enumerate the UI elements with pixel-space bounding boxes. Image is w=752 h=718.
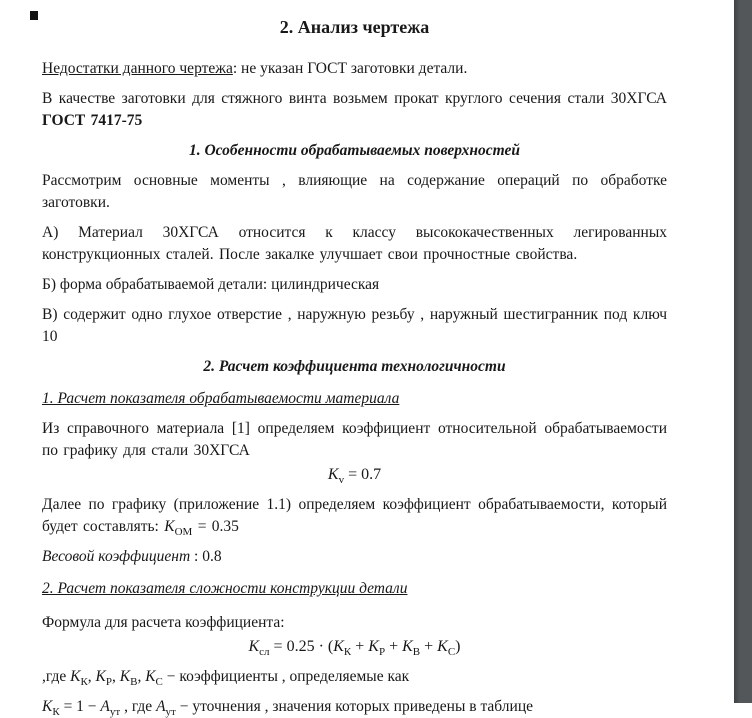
- formula-kom-inline: $K_{ОМ} = 0.35$: [164, 518, 239, 539]
- weight-coefficient-label: Весовой коэффициент: [42, 548, 191, 565]
- formula-kv: $K_v = 0.7$: [327, 466, 382, 487]
- further-text: Далее по графику (приложение 1.1) определяем коэффициент обрабатываемости, который будет составлять:: [42, 496, 667, 535]
- page-title: 2. Анализ чертежа: [279, 17, 430, 37]
- heading-tech-coefficient: 2. Расчет коэффициента технологичности: [203, 358, 506, 375]
- paragraph-where: [42, 666, 667, 688]
- paragraph-formula-intro: Формула для расчета коэффициента:: [42, 614, 285, 631]
- heading-surface-features: 1. Особенности обрабатываемых поверхностей: [188, 142, 521, 159]
- paragraph-further: [42, 494, 667, 538]
- scrollbar-track[interactable]: [734, 0, 752, 703]
- defects-underlined-lead: Недостатки данного чертежа: [42, 60, 233, 77]
- paragraph-item-b: Б) форма обрабатываемой детали: цилиндрическая: [42, 276, 380, 293]
- paragraph-item-v: В) содержит одно глухое отверстие , наружную резьбу , наружный шестигранник под ключ 10: [42, 306, 667, 345]
- where-rest: − коэффициенты , определяемые как: [162, 668, 410, 685]
- paragraph-weight-coefficient: [42, 546, 667, 568]
- defects-rest: : не указан ГОСТ заготовки детали.: [232, 60, 468, 77]
- gost-number: ГОСТ 7417-75: [42, 112, 143, 129]
- paragraph-blank-choice: [42, 88, 667, 132]
- formula-partial-inline: $K_К = 1 - A_{ут}$ , где $A_{ут}$ − уточнения , значения которых приведены в таблице: [42, 698, 533, 718]
- subheading-machinability: 1. Расчет показателя обрабатываемости материала: [42, 390, 400, 407]
- paragraph-from-reference: Из справочного материала [1] определяем коэффициент относительной обрабатываемости по графику для стали 30ХГСА: [42, 420, 667, 459]
- subheading-complexity: 2. Расчет показателя сложности конструкции детали: [42, 580, 408, 597]
- paragraph-consider: Рассмотрим основные моменты , влияющие на содержание операций по обработке заготовки.: [42, 172, 667, 211]
- paragraph-partial-clipped: [42, 696, 667, 718]
- blank-choice-text: В качестве заготовки для стяжного винта возьмем прокат круглого сечения стали 30ХГСА: [42, 90, 667, 107]
- weight-coefficient-value: : 0.8: [190, 548, 222, 565]
- formula-ksl: $K_{сл} = 0.25 \cdot (K_К + K_Р + K_В + K_С)$: [248, 638, 461, 659]
- where-lead: ,где: [42, 668, 71, 685]
- paragraph-item-a: А) Материал 30ХГСА относится к классу высококачественных легированных конструкционных сталей. После закалке улучшает свои прочностные свойства.: [42, 224, 667, 263]
- page-corner-mark: [30, 11, 38, 20]
- formula-k-list-inline: $K_К$, $K_Р$, $K_В$, $K_С$: [70, 668, 163, 689]
- paragraph-defects: [42, 58, 667, 80]
